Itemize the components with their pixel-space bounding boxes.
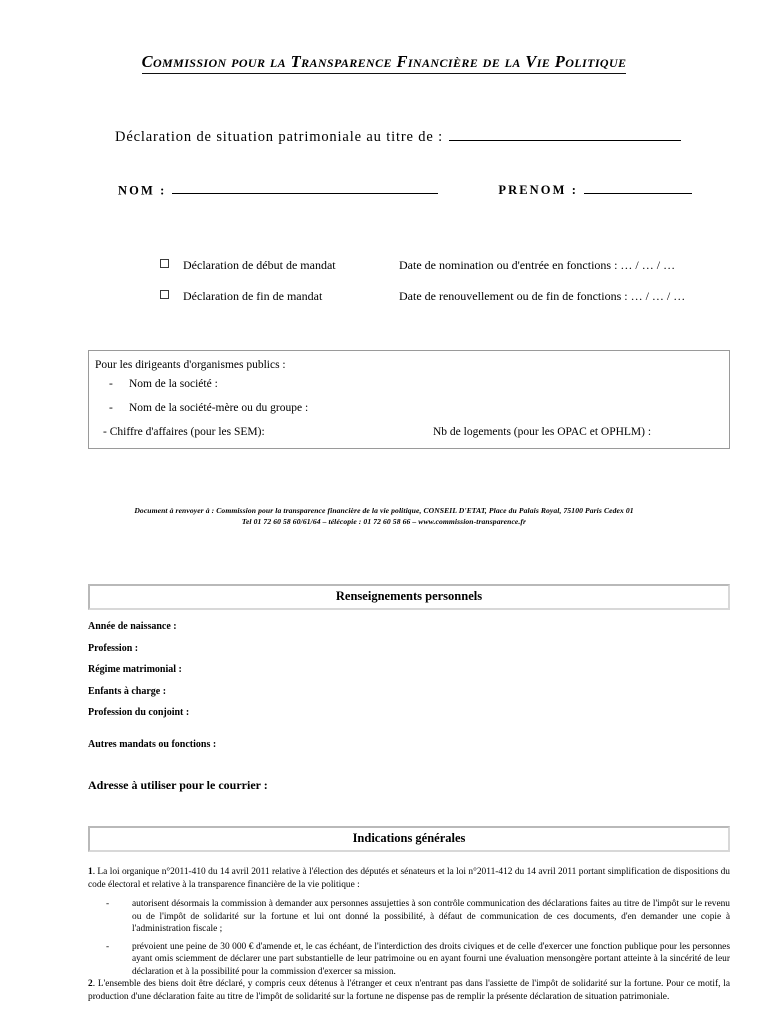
general-info-item-2 [88,978,730,1003]
prenom-input-blank[interactable] [584,183,692,194]
societe-mere-field[interactable] [109,402,723,414]
date-renouvellement-field[interactable]: Date de renouvellement ou de fin de fonctions : … / … / … [399,289,686,303]
page-title: Commission pour la Transparence Financière de la Vie Politique [142,52,627,74]
date-nomination-field[interactable]: Date de nomination ou d'entrée en fonctions : … / … / … [399,258,676,272]
item-2-number: 2 [88,979,93,989]
bullet-item-penalite-text: prévoient une peine de 30 000 € d'amende et, le cas échéant, de l'interdiction des droits civiques et de celle d'exercer une fonction publique pour les personnes ayant omis sciemment de déclarer une part substantielle de leur patrimoine ou en ayant fourni une évaluation mensongère portant atteinte à la sincérité de leur déclaration et à la possibilité pour la commission d'exercer sa mission. [132,941,730,977]
bullet-item-communication [88,898,730,936]
section-header-renseignements-personnels: Renseignements personnels [88,584,730,610]
item-2-text: . L'ensemble des biens doit être déclaré, y compris ceux détenus à l'étranger et ceux n'entrant pas dans l'assiette de l'impôt de solidarité sur la fortune. Pour ce motif, la production d'une déclaration faite au titre de l'impôt de solidarité sur la fortune ne dispense pas de remplir la présente déclaration de situation patrimoniale. [88,979,730,1002]
public-bodies-box [88,350,730,449]
declaration-title-line [115,128,681,146]
field-regime-matrimonial[interactable]: Régime matrimonial : [88,664,182,675]
field-annee-naissance[interactable]: Année de naissance : [88,621,177,632]
mandate-declaration-block [160,258,698,320]
societe-mere-label: Nom de la société-mère ou du groupe : [129,402,309,414]
personal-info-fields [88,622,216,762]
return-address-line2: Tel 01 72 60 58 60/61/64 – télécopie : 01 72 60 58 66 – www.commission-transparence.fr [241,517,527,526]
bullet-item-communication-text: autorisent désormais la commission à demander aux personnes assujetties à son contrôle communication des déclarations faites au titre de l'impôt sur le revenu ou de l'impôt de solidarité sur la fortune et lui ont donné la possibilité, à défaut de communication de ces documents, d'en demander une copie à l'administration fiscale ; [132,899,730,934]
prenom-label: PRENOM : [498,183,578,198]
bullet-item-penalite [88,941,730,979]
checkbox-fin-mandat[interactable] [160,290,169,299]
bullet-dash: - [106,941,110,952]
field-adresse-courrier[interactable]: Adresse à utiliser pour le courrier : [88,778,268,792]
list-dash: - [109,378,113,390]
general-info-item-1-paragraph [88,866,730,891]
checkbox-debut-mandat[interactable] [160,259,169,268]
section-header-indications-generales: Indications générales [88,826,730,852]
field-enfants-a-charge[interactable]: Enfants à charge : [88,685,167,697]
bullet-dash: - [106,899,110,909]
nom-label: NOM : [118,183,167,198]
general-info-bullet-list [88,898,730,978]
societe-name-label: Nom de la société : [129,378,218,390]
declaration-title-blank[interactable] [449,128,681,141]
mandate-label-debut: Déclaration de début de mandat [183,258,336,272]
return-address-note [60,505,708,527]
mandate-row-debut [160,258,698,273]
item-1-number: 1 [88,867,93,877]
mandate-row-fin [160,289,698,304]
public-bodies-metrics-row [103,426,723,438]
chiffre-affaires-field[interactable]: - Chiffre d'affaires (pour les SEM): [103,426,265,438]
list-dash: - [109,402,113,414]
general-info-item-2-paragraph [88,978,730,1003]
field-profession[interactable]: Profession : [88,642,139,654]
public-bodies-heading: Pour les dirigeants d'organismes publics : [95,359,286,371]
societe-name-field[interactable] [109,378,723,390]
mandate-label-fin: Déclaration de fin de mandat [183,289,323,303]
field-autres-mandats[interactable]: Autres mandats ou fonctions : [88,739,217,750]
declaration-label: Déclaration de situation patrimoniale au titre de : [115,128,444,145]
nom-input-blank[interactable] [172,183,438,194]
return-address-line1: Document à renvoyer à : Commission pour la transparence financière de la vie politique, CONSEIL D'ETAT, Place du Palais Royal, 75100 Paris Cedex 01 [134,506,634,515]
item-1-text: . La loi organique n°2011-410 du 14 avril 2011 relative à l'élection des députés et sénateurs et la loi n°2011-412 du 14 avril 2011 portant simplification de dispositions du code électoral et relative à la transparence financière de la vie politique : [88,867,730,890]
identity-row [118,183,690,198]
masthead [0,52,768,74]
general-info-item-1 [88,866,730,983]
field-profession-conjoint[interactable]: Profession du conjoint : [88,707,190,718]
nb-logements-field[interactable]: Nb de logements (pour les OPAC et OPHLM) : [433,426,652,438]
